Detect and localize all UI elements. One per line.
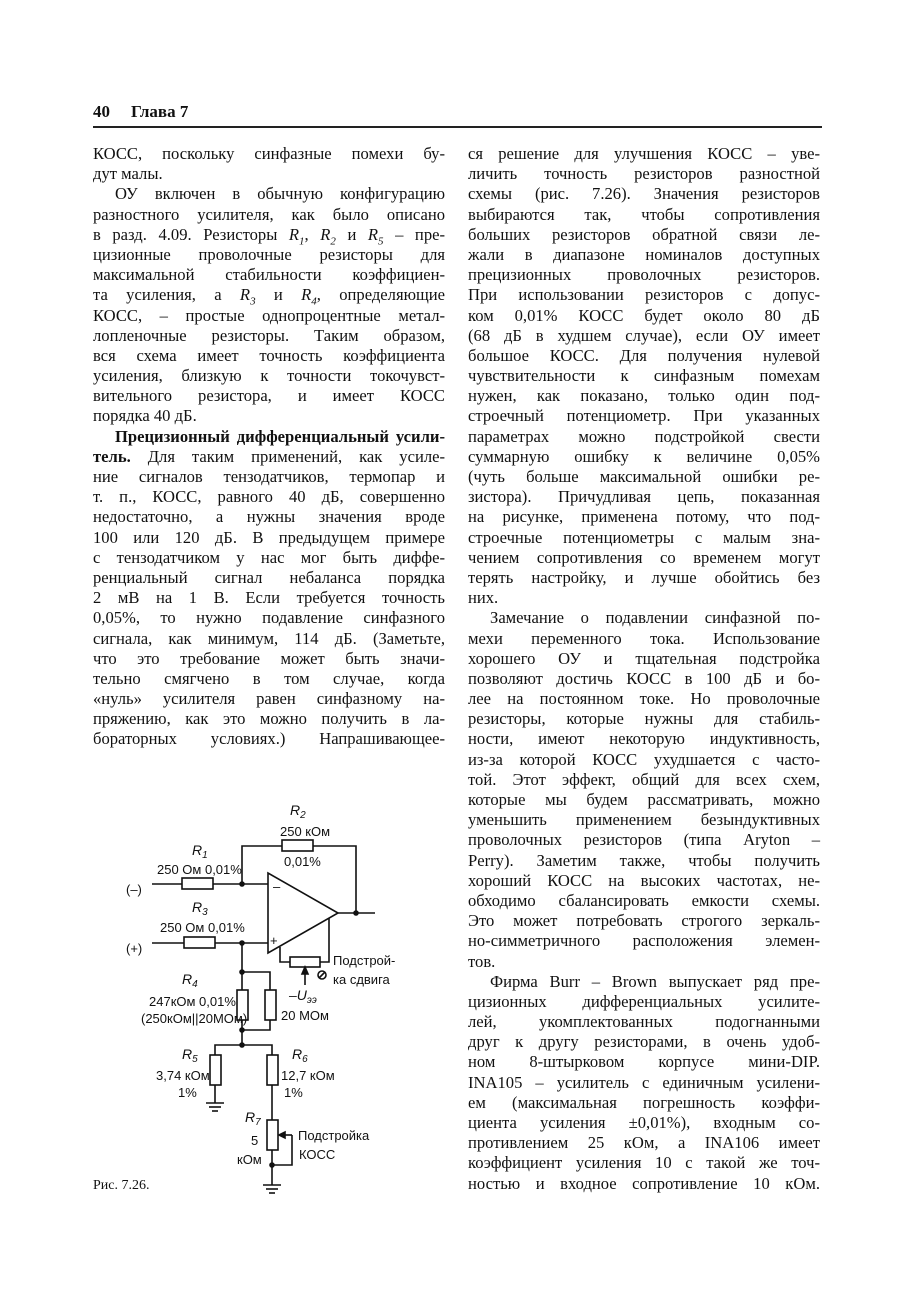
text-segment: суммарную ошибку к величине 0,05% [468,446,820,466]
text-segment: ном 8-штырковом корпусе мини-DIP. [468,1052,820,1072]
resistor-r5 [210,1055,221,1085]
text-segment: При использовании резисторов с допус- [468,285,820,305]
text-segment: противлением 25 кОм, а INA106 имеет [468,1133,820,1153]
text-segment: Фирма Burr – Brown выпускает ряд пре- [490,971,820,991]
text-segment: недостаточно, а нужны значения вроде [93,507,445,527]
text-segment: , [304,224,321,244]
text-segment: терять настройку, и лучше обойтись без [468,567,820,587]
text-segment: , определяющие [316,285,446,305]
text-segment: что это требование может быть значи- [93,648,445,668]
text-segment: на рисунке, применена потому, что под- [468,507,820,527]
r4-label: $R_4$ [182,971,198,990]
text-segment: – пре- [383,224,446,244]
text-segment: сигнала, как минимум, 114 дБ. (Заметьте, [93,628,445,648]
text-segment: 0,05%, то нужно подавление синфазного [93,608,445,628]
resistor-ref: $R_2$ [320,224,336,248]
text-segment: вся схема имеет точность коэффициента [93,345,445,365]
run-in-heading: тель. [93,446,131,466]
text-segment: та усиления, а [93,285,240,305]
r5-value: 3,74 кОм [156,1068,210,1083]
text-segment: т. п., КОСС, равного 40 дБ, совершенно [93,487,445,507]
text-segment: тельно смягчено в том случае, когда [93,668,445,688]
text-segment: выбираются так, чтобы сопротивления [468,204,820,224]
text-segment: резисторы, которые нужны для стабиль- [468,709,820,729]
text-segment: КОСС, поскольку синфазные помехи бу- [93,144,445,163]
text-segment: ние сигналов тензодатчиков, термопар и [93,467,445,486]
ground-icon [206,1103,224,1111]
text-segment: коэффициент усиления 10 с такой же точ- [468,1153,820,1173]
text-segment: ОУ включен в обычную конфигурацию [115,184,445,204]
resistor-r7 [267,1120,278,1150]
r7-unit: кОм [237,1152,262,1167]
offset-trim-label-1: Подстрой- [333,953,396,968]
resistor-20mohm [265,990,276,1020]
text-segment: цизионные проволочные резисторы для [93,244,445,264]
text-segment: которые мы будем рассматривать, можно [468,790,820,809]
text-segment: лопленочные резисторы. Таким образом, [93,325,445,345]
text-segment: в разд. 4.09. Резисторы [93,224,289,244]
minus-input-label: (–) [126,882,142,897]
supply-label: $-U_{ээ}$ [289,987,317,1006]
text-segment: них. [468,588,499,608]
offset-trim-label-2: ка сдвига [333,972,390,987]
text-segment: ся решение для улучшения КОСС – уве- [468,144,820,163]
ground-icon [263,1185,281,1193]
text-segment: схемы (рис. 7.26). Значения резисторов [468,184,820,204]
wire [320,918,329,962]
r4-value: 247кОм 0,01% [149,994,236,1009]
text-segment: Это может потребовать строгого зеркаль- [468,911,820,931]
resistor-r2 [282,840,313,851]
inverting-sign: – [273,879,281,894]
resistor-r3 [184,937,215,948]
text-segment: ностью и входное сопротивление 10 кОм. [468,1173,820,1193]
wire [280,947,290,962]
text-segment: ренциальный сигнал небаланса порядка [93,567,445,587]
figure-caption: Рис. 7.26. [93,1178,150,1193]
text-segment: порядка 40 дБ. [93,406,197,426]
r1-label: $R_1$ [192,842,208,861]
text-segment: уменьшить применением безындуктивных [468,810,820,830]
cmrr-trim-label-1: Подстройка [298,1128,370,1143]
r6-label: $R_6$ [292,1046,308,1065]
resistor-ref: $R_1$ [288,224,305,248]
text-segment: пряжению, как это можно получить в ла- [93,709,445,729]
text-segment: ком 0,01% КОСС будет около 80 дБ [468,305,820,325]
r2-label: $R_2$ [290,802,306,821]
text-segment: ности, имеют некоторую индуктивность, [468,729,820,749]
text-segment: и [255,285,302,305]
text-segment: нужен, как показано, только один под- [468,386,820,406]
text-segment: хорошего ОУ и тщательная подстройка [468,648,820,668]
text-segment: вительного резистора, и имеет КОСС [93,386,445,406]
text-segment: цизионных дифференциальных усилите- [468,991,820,1011]
text-segment: (чуть больше максимальной ошибки ре- [468,467,820,486]
text-segment: друг к другу резисторами, в очень удоб- [468,1032,820,1052]
r6-value: 12,7 кОм [281,1068,335,1083]
r2-tolerance: 0,01% [284,854,321,869]
text-segment: лее на постоянном токе. Но проволочные [468,689,820,709]
page-number: 40 [93,102,110,121]
text-segment: Для таким применений, как усиле- [130,446,445,466]
text-segment: (68 дБ в худшем случае), если ОУ имеет [468,325,820,345]
resistor-r6 [267,1055,278,1085]
text-segment: с тензодатчиком у нас мог быть диффе- [93,547,445,567]
text-segment: жали в диапазоне номиналов доступных [468,244,820,264]
text-segment: 100 или 120 дБ. В предыдущем примере [93,527,445,547]
text-segment: лей, укомплектованных подогнанными [468,1012,820,1032]
text-segment: усиления, близкую к точности токочувст- [93,366,445,386]
text-segment: больших резисторов обратной связи ле- [468,224,820,244]
r2-value: 250 кОм [280,824,331,839]
text-segment: INA105 – усилитель с единичным усилени- [468,1072,820,1092]
text-segment: чувствительности к синфазным помехам [468,366,820,386]
text-segment: циента усиления ±0,01%), входным со- [468,1113,820,1132]
r7-label: $R_7$ [245,1109,261,1128]
text-segment: зистора). Причудливая цепь, показанная [468,487,820,507]
text-segment: обходимо сбалансировать емкости схемы. [468,890,820,910]
text-segment: параметрах можно подстройкой свести [468,426,820,446]
plus-input-label: (+) [126,941,143,956]
r20m-value: 20 МОм [281,1008,329,1023]
text-segment: мехи переменного тока. Использование [468,628,820,648]
wire [242,972,270,990]
r6-tolerance: 1% [284,1085,303,1100]
text-segment: «нуль» усилителя равен синфазному на- [93,689,445,709]
text-segment: 2 мВ на 1 В. Если требуется точность [93,588,445,608]
r4-note: (250кОм||20МОм) [141,1011,248,1026]
text-segment: Замечание о подавлении синфазной по- [490,608,820,628]
cmrr-trim-label-2: КОСС [299,1147,336,1162]
resistor-ref: $R_4$ [301,285,317,308]
text-segment: чением сопротивления со временем могут [468,547,820,567]
text-segment: КОСС, – простые однопроцентные метал- [93,305,445,325]
text-segment: ем (максимальная погрешность коэффи- [468,1092,820,1112]
trim-screw-slot [319,972,325,978]
r5-label: $R_5$ [182,1046,198,1065]
text-segment: большое КОСС. Для получения нулевой [468,345,820,365]
text-segment: позволяют достичь КОСС в 100 дБ и бо- [468,668,820,688]
text-segment: личить точность резисторов разностной [468,164,820,184]
r3-value: 250 Ом 0,01% [160,920,245,935]
arrow-head [279,1132,285,1138]
text-segment: разностного усилителя, как было описано [93,204,445,224]
r5-tolerance: 1% [178,1085,197,1100]
text-segment: бораторных условиях.) Напрашивающее- [93,729,445,749]
resistor-ref: $R_5$ [367,224,384,248]
r1-value: 250 Ом 0,01% [157,862,242,877]
r3-label: $R_3$ [192,899,208,918]
text-segment: строечный потенциометр. При указанных [468,406,820,426]
text-segment: той. Этот эффект, общий для всех схем, [468,769,820,789]
text-segment: и [335,224,368,244]
chapter-title: Глава 7 [131,102,189,121]
text-segment: Perry). Заметим также, чтобы получить [468,850,820,870]
text-segment: из-за которой КОСС ухудшается с часто- [468,749,820,769]
text-segment: хороший КОСС на высоких частотах, не- [468,870,820,890]
noninverting-sign: + [270,933,278,948]
resistor-r1 [182,878,213,889]
r7-value: 5 [251,1133,259,1148]
text-segment: но-симметричного расположения элемен- [468,931,820,951]
text-segment: строечные потенциометры с малым зна- [468,527,820,547]
text-segment: дут малы. [93,164,163,184]
resistor-ref: $R_3$ [239,285,256,308]
text-segment: проволочных резисторов (типа Aryton – [468,830,820,850]
run-in-heading: Прецизионный дифференциальный усили- [115,426,445,446]
text-segment: максимальной стабильности коэффициен- [93,265,445,285]
text-segment: прецизионных проволочных резисторов. [468,265,820,285]
text-segment: тов. [468,951,496,971]
arrow-head [302,967,308,974]
